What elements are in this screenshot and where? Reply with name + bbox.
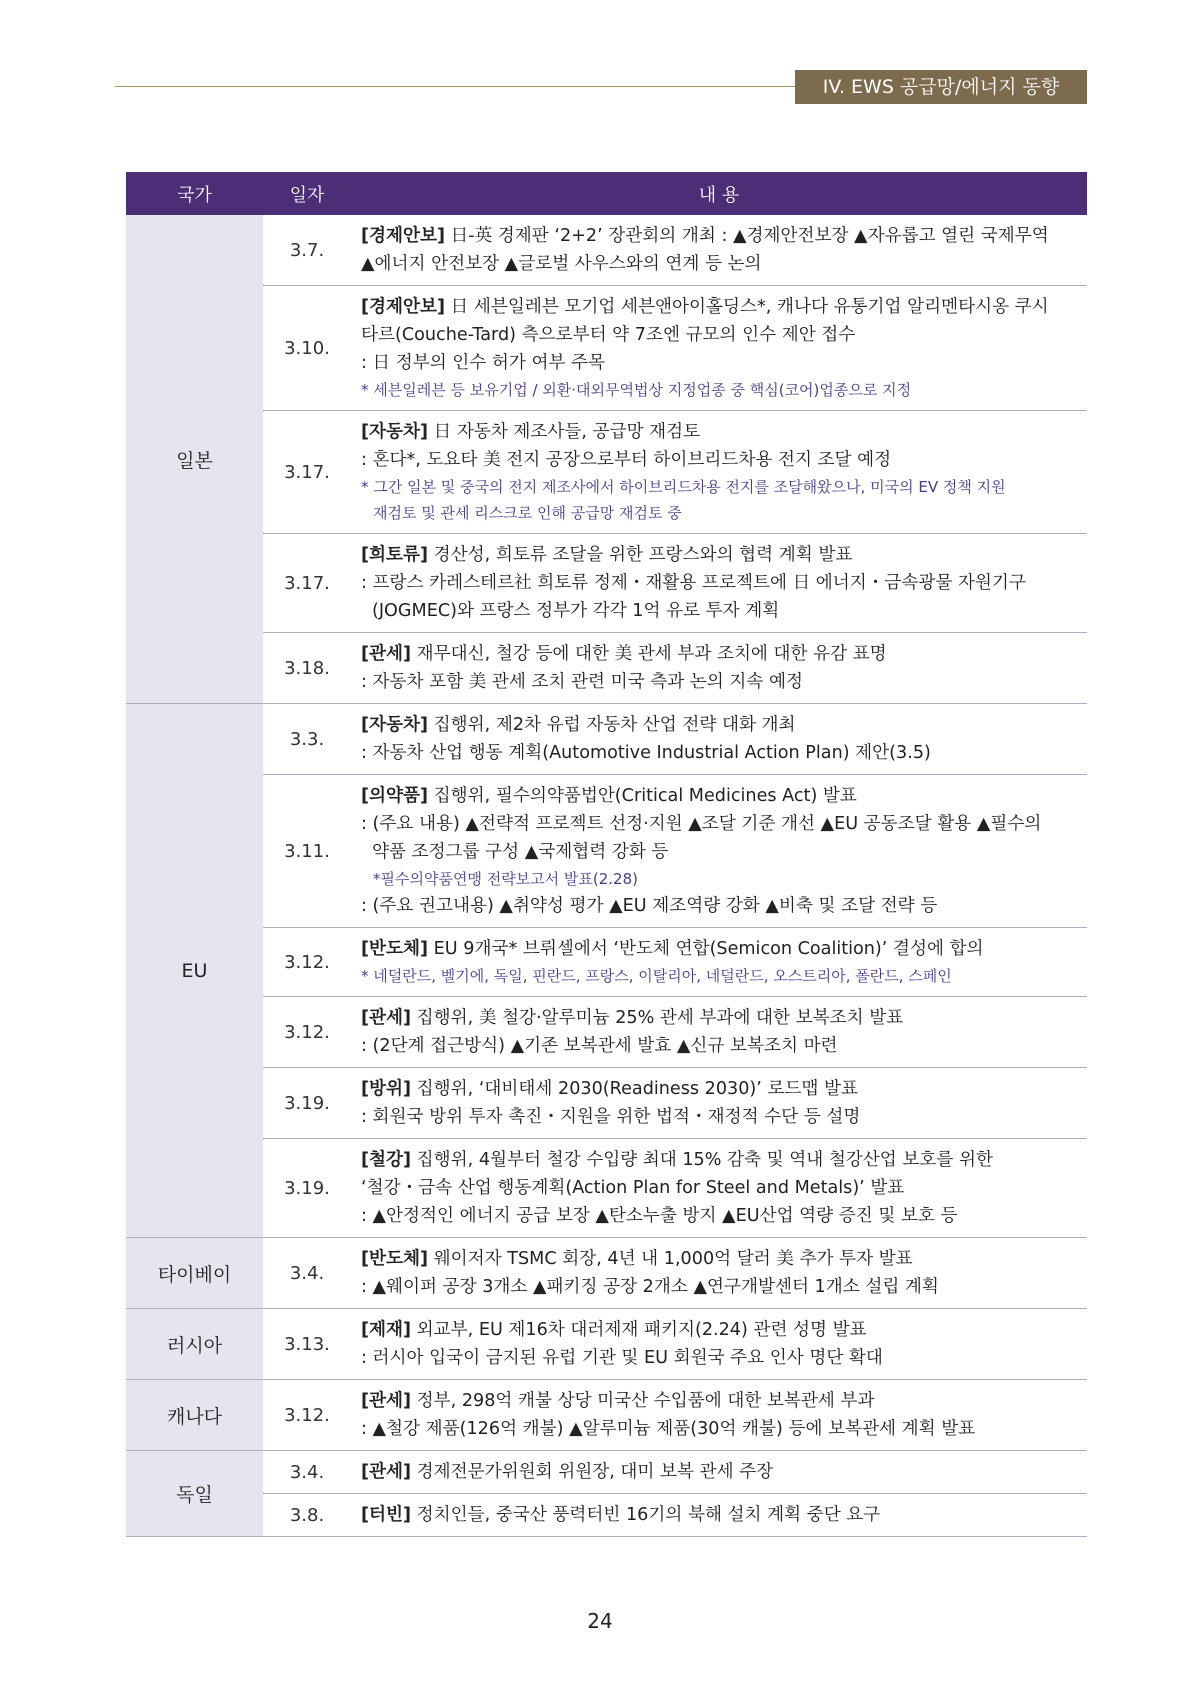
- table-row: [126, 775, 1087, 928]
- content-text: 日 자동차 제조사들, 공급망 재검토: [428, 422, 701, 442]
- country-cell-russia: 러시아: [126, 1309, 263, 1380]
- content-text: 집행위, 美 철강·알루미늄 25% 관세 부과에 대한 보복조치 발표: [411, 1008, 904, 1028]
- content-text: 재무대신, 철강 등에 대한 美 관세 부과 조치에 대한 유감 표명: [411, 644, 887, 664]
- category-tag: [관세]: [361, 1008, 412, 1028]
- content-line: [361, 293, 1083, 321]
- content-line: 약품 조정그룹 구성 ▲국제협력 강화 등: [372, 842, 669, 862]
- content-line: : 러시아 입국이 금지된 유럽 기관 및 EU 회원국 주요 인사 명단 확대: [361, 1348, 883, 1368]
- content-line: ▲에너지 안전보장 ▲글로벌 사우스와의 연계 등 논의: [361, 254, 762, 274]
- category-tag: [관세]: [361, 1391, 412, 1411]
- category-tag: [관세]: [361, 1462, 412, 1482]
- content-line: [361, 1146, 1083, 1174]
- table-row: [126, 704, 1087, 775]
- content-line: : 자동차 산업 행동 계획(Automotive Industrial Action Plan) 제안(3.5): [361, 743, 931, 763]
- content-cell: [351, 534, 1087, 633]
- content-line: 타르(Couche-Tard) 측으로부터 약 7조엔 규모의 인수 제안 접수: [361, 325, 856, 345]
- country-cell-canada: 캐나다: [126, 1380, 263, 1451]
- country-cell-eu: EU: [126, 704, 263, 1238]
- content-line: : ▲안정적인 에너지 공급 보장 ▲탄소누출 방지 ▲EU산업 역량 증진 및 보호 등: [361, 1206, 958, 1226]
- content-cell: [351, 1068, 1087, 1139]
- content-line: [361, 222, 1083, 250]
- content-cell: [351, 1451, 1087, 1494]
- category-tag: [의약품]: [361, 786, 429, 806]
- footnote: 재검토 및 관세 리스크로 인해 공급망 재검토 중: [373, 504, 682, 522]
- category-tag: [터빈]: [361, 1505, 412, 1525]
- table-row: [126, 1309, 1087, 1380]
- content-cell: [351, 1380, 1087, 1451]
- table-row: [126, 633, 1087, 704]
- table-row: [126, 286, 1087, 411]
- content-line: [361, 1075, 1083, 1103]
- date-cell: 3.12.: [263, 997, 351, 1068]
- content-line: [361, 541, 1083, 569]
- date-cell: 3.7.: [263, 215, 351, 286]
- content-text: 경제전문가위원회 위원장, 대미 보복 관세 주장: [411, 1462, 774, 1482]
- content-text: 집행위, 필수의약품법안(Critical Medicines Act) 발표: [428, 786, 857, 806]
- content-line: : 日 정부의 인수 허가 여부 주목: [361, 353, 606, 373]
- content-cell: [351, 286, 1087, 411]
- date-cell: 3.13.: [263, 1309, 351, 1380]
- content-cell: [351, 633, 1087, 704]
- content-line: : 프랑스 카레스테르社 희토류 정제・재활용 프로젝트에 日 에너지・금속광물 자원기구: [361, 573, 1026, 593]
- content-text: 웨이저자 TSMC 회장, 4년 내 1,000억 달러 美 추가 투자 발표: [428, 1249, 913, 1269]
- table-row: [126, 997, 1087, 1068]
- country-cell-germany: 독일: [126, 1451, 263, 1537]
- content-line: [361, 1458, 1083, 1486]
- table-row: [126, 1139, 1087, 1238]
- content-line: : (주요 권고내용) ▲취약성 평가 ▲EU 제조역량 강화 ▲비축 및 조달 전략 등: [361, 896, 938, 916]
- content-line: [361, 935, 1083, 963]
- content-line: : ▲철강 제품(126억 캐불) ▲알루미늄 제품(30억 캐불) 등에 보복관세 계획 발표: [361, 1419, 976, 1439]
- table-row: [126, 1380, 1087, 1451]
- content-text: EU 9개국* 브뤼셀에서 ‘반도체 연합(Semicon Coalition)’ 결성에 합의: [428, 939, 984, 959]
- news-table: [126, 172, 1087, 1537]
- page-number: 24: [587, 1609, 613, 1633]
- content-text: 日 세븐일레븐 모기업 세븐앤아이홀딩스*, 캐나다 유통기업 알리멘타시옹 쿠시: [445, 297, 1049, 317]
- content-cell: [351, 215, 1087, 286]
- date-cell: 3.10.: [263, 286, 351, 411]
- content-line: : 자동차 포함 美 관세 조치 관련 미국 측과 논의 지속 예정: [361, 672, 803, 692]
- content-line: [361, 1387, 1083, 1415]
- country-cell-taipei: 타이베이: [126, 1238, 263, 1309]
- table-row: [126, 1494, 1087, 1537]
- date-cell: 3.11.: [263, 775, 351, 928]
- content-line: [361, 1245, 1083, 1273]
- table-row: [126, 928, 1087, 997]
- content-line: : (2단계 접근방식) ▲기존 보복관세 발효 ▲신규 보복조치 마련: [361, 1036, 838, 1056]
- category-tag: [제재]: [361, 1320, 412, 1340]
- content-cell: [351, 1309, 1087, 1380]
- content-line: [361, 711, 1083, 739]
- content-cell: [351, 997, 1087, 1068]
- content-cell: [351, 775, 1087, 928]
- date-cell: 3.18.: [263, 633, 351, 704]
- category-tag: [경제안보]: [361, 226, 446, 246]
- header-content: 내 용: [351, 172, 1087, 215]
- footnote: * 세븐일레븐 등 보유기업 / 외환·대외무역법상 지정업종 중 핵심(코어)업종으로 지정: [361, 381, 912, 399]
- category-tag: [자동차]: [361, 422, 429, 442]
- date-cell: 3.3.: [263, 704, 351, 775]
- section-title-badge: IV. EWS 공급망/에너지 동향: [795, 70, 1087, 104]
- header-date: 일자: [263, 172, 351, 215]
- category-tag: [경제안보]: [361, 297, 446, 317]
- content-cell: [351, 411, 1087, 534]
- date-cell: 3.4.: [263, 1451, 351, 1494]
- table-row: [126, 1238, 1087, 1309]
- content-line: : 혼다*, 도요타 美 전지 공장으로부터 하이브리드차용 전지 조달 예정: [361, 450, 892, 470]
- footnote: * 네덜란드, 벨기에, 독일, 핀란드, 프랑스, 이탈리아, 네덜란드, 오스트리아, 폴란드, 스페인: [361, 967, 952, 985]
- content-line: [361, 640, 1083, 668]
- header-rule: [115, 86, 795, 87]
- table-row: [126, 215, 1087, 286]
- category-tag: [반도체]: [361, 939, 429, 959]
- content-line: ‘철강・금속 산업 행동계획(Action Plan for Steel and Metals)’ 발표: [361, 1178, 905, 1198]
- content-line: : 회원국 방위 투자 촉진・지원을 위한 법적・재정적 수단 등 설명: [361, 1107, 861, 1127]
- category-tag: [방위]: [361, 1079, 412, 1099]
- header-country: 국가: [126, 172, 263, 215]
- content-text: 경산성, 희토류 조달을 위한 프랑스와의 협력 계획 발표: [428, 545, 853, 565]
- content-cell: [351, 704, 1087, 775]
- date-cell: 3.19.: [263, 1139, 351, 1238]
- table-row: [126, 1451, 1087, 1494]
- content-line: : ▲웨이퍼 공장 3개소 ▲패키징 공장 2개소 ▲연구개발센터 1개소 설립 계획: [361, 1277, 939, 1297]
- content-cell: [351, 928, 1087, 997]
- content-line: : (주요 내용) ▲전략적 프로젝트 선정·지원 ▲조달 기준 개선 ▲EU 공동조달 활용 ▲필수의: [361, 814, 1042, 834]
- country-cell-japan: 일본: [126, 215, 263, 704]
- date-cell: 3.19.: [263, 1068, 351, 1139]
- content-line: [361, 1501, 1083, 1529]
- content-text: 집행위, 4월부터 철강 수입량 최대 15% 감축 및 역내 철강산업 보호를 위한: [411, 1150, 993, 1170]
- date-cell: 3.12.: [263, 928, 351, 997]
- footnote: * 그간 일본 및 중국의 전지 제조사에서 하이브리드차용 전지를 조달해왔으나, 미국의 EV 정책 지원: [361, 478, 1006, 496]
- table-row: [126, 534, 1087, 633]
- content-text: 정부, 298억 캐불 상당 미국산 수입품에 대한 보복관세 부과: [411, 1391, 875, 1411]
- content-line: [361, 1004, 1083, 1032]
- table-row: [126, 1068, 1087, 1139]
- content-text: 日-英 경제판 ‘2+2’ 장관회의 개최 : ▲경제안전보장 ▲자유롭고 열린 국제무역: [445, 226, 1049, 246]
- content-text: 정치인들, 중국산 풍력터빈 16기의 북해 설치 계획 중단 요구: [411, 1505, 881, 1525]
- date-cell: 3.4.: [263, 1238, 351, 1309]
- table-header-row: [126, 172, 1087, 215]
- content-line: [361, 1316, 1083, 1344]
- category-tag: [자동차]: [361, 715, 429, 735]
- date-cell: 3.17.: [263, 534, 351, 633]
- date-cell: 3.12.: [263, 1380, 351, 1451]
- content-line: [361, 782, 1083, 810]
- table-row: [126, 411, 1087, 534]
- content-text: 집행위, 제2차 유럽 자동차 산업 전략 대화 개최: [428, 715, 796, 735]
- content-line: (JOGMEC)와 프랑스 정부가 각각 1억 유로 투자 계획: [372, 601, 780, 621]
- content-cell: [351, 1494, 1087, 1537]
- content-text: 집행위, ‘대비태세 2030(Readiness 2030)’ 로드맵 발표: [411, 1079, 859, 1099]
- content-line: [361, 418, 1083, 446]
- content-text: 외교부, EU 제16차 대러제재 패키지(2.24) 관련 성명 발표: [411, 1320, 867, 1340]
- date-cell: 3.17.: [263, 411, 351, 534]
- footnote: *필수의약품연맹 전략보고서 발표(2.28): [373, 870, 639, 888]
- content-cell: [351, 1238, 1087, 1309]
- date-cell: 3.8.: [263, 1494, 351, 1537]
- category-tag: [반도체]: [361, 1249, 429, 1269]
- category-tag: [관세]: [361, 644, 412, 664]
- category-tag: [희토류]: [361, 545, 429, 565]
- content-cell: [351, 1139, 1087, 1238]
- category-tag: [철강]: [361, 1150, 412, 1170]
